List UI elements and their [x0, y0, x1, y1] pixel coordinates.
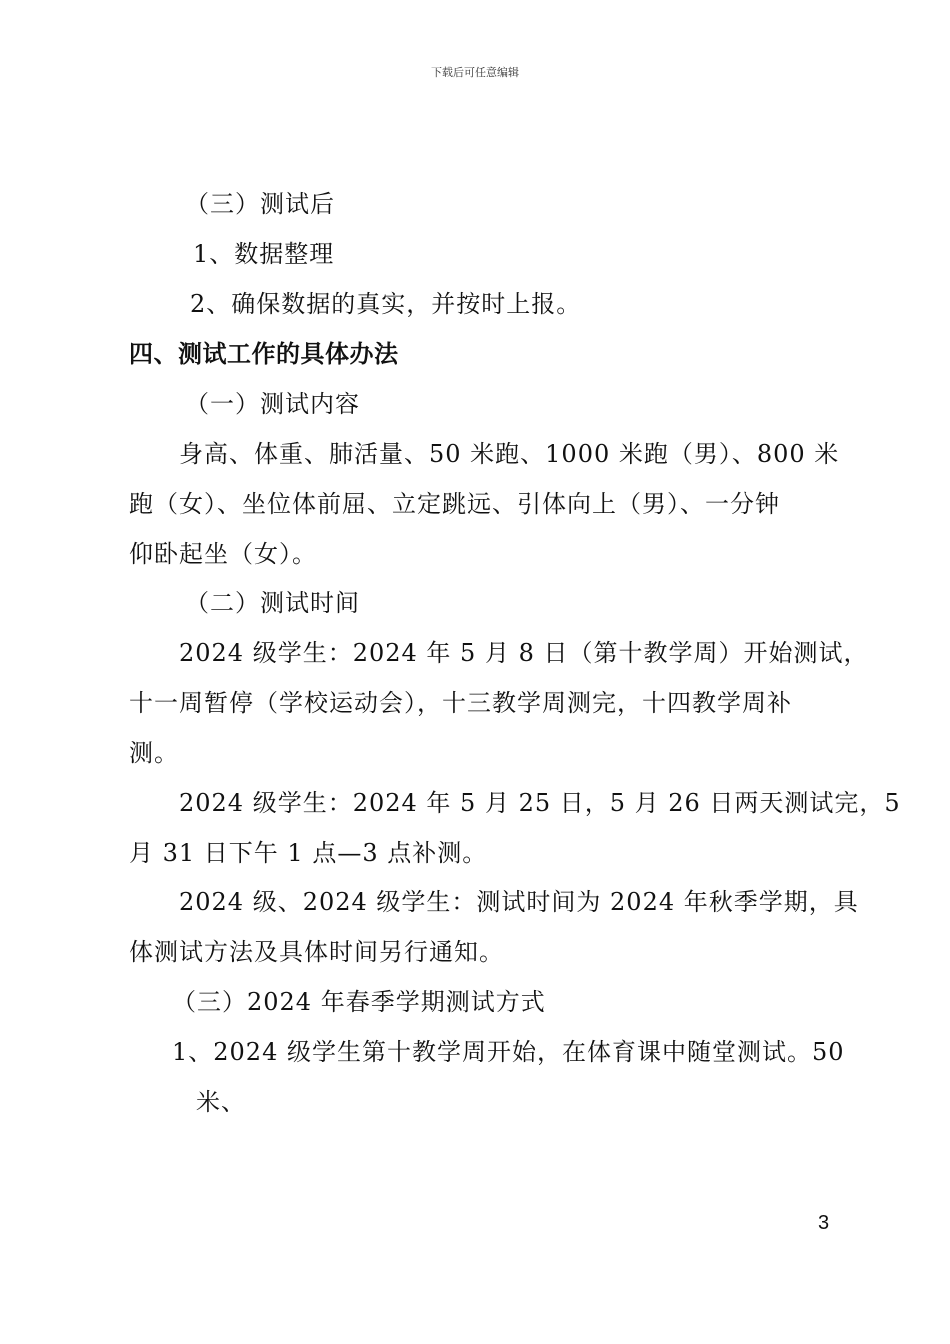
paragraph-line: 十一周暂停（学校运动会），十三教学周测完，十四教学周补 [129, 689, 792, 717]
paragraph-line: 仰卧起坐（女）。 [129, 540, 317, 568]
paragraph-line: 1、2024 级学生第十教学周开始，在体育课中随堂测试。50 [172, 1038, 845, 1066]
subsection-heading-time: （二）测试时间 [185, 589, 360, 617]
paragraph-line: 跑（女）、坐位体前屈、立定跳远、引体向上（男）、一分钟 [129, 490, 780, 518]
subsection-heading-after-test: （三）测试后 [185, 190, 335, 218]
paragraph-line: 2024 级学生：2024 年 5 月 25 日，5 月 26 日两天测试完，5 [179, 789, 901, 817]
paragraph-line: 月 31 日下午 1 点—3 点补测。 [129, 839, 488, 867]
subsection-heading-content: （一）测试内容 [185, 390, 360, 418]
page-number: 3 [818, 1212, 830, 1234]
page-header: 下载后可任意编辑 [431, 66, 519, 79]
paragraph-line: 2024 级、2024 级学生：测试时间为 2024 年秋季学期，具 [179, 888, 859, 916]
paragraph-line: 体测试方法及具体时间另行通知。 [129, 938, 504, 966]
list-item-data-report: 2、确保数据的真实，并按时上报。 [190, 290, 582, 318]
section-heading-four: 四、测试工作的具体办法 [129, 340, 399, 368]
paragraph-line: 2024 级学生：2024 年 5 月 8 日（第十教学周）开始测试， [179, 639, 869, 667]
list-item-data-organize: 1、数据整理 [193, 240, 335, 268]
paragraph-line: 米、 [196, 1088, 246, 1116]
subsection-heading-method: （三）2024 年春季学期测试方式 [172, 988, 546, 1016]
paragraph-line: 身高、体重、肺活量、50 米跑、1000 米跑（男）、800 米 [179, 440, 840, 468]
paragraph-line: 测。 [129, 739, 179, 767]
